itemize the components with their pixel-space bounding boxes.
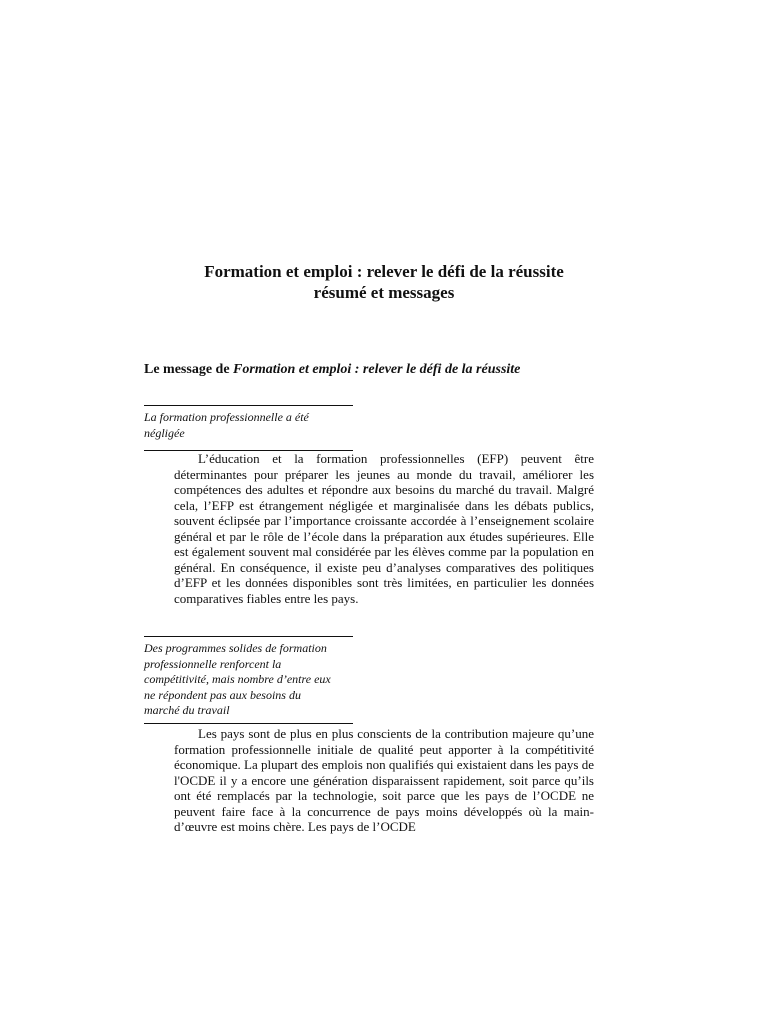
margin-note-line: ne répondent pas aux besoins du: [144, 687, 301, 702]
margin-note-line: négligée: [144, 425, 185, 440]
body-paragraph-1: L’éducation et la formation professionnelles (EFP) peuvent être déterminantes pour préparer les jeunes au monde du travail, améliorer les compétences des adultes et répondre aux besoins du marché du travail. Malgré cela, l’EFP est étrangement négligée et marginalisée dans les débats publics, souvent éclipsée par l’importance croissante accordée à l’enseignement scolaire général et par le rôle de l’école dans la préparation aux études supérieures. Elle est également souvent mal considérée par les élèves comme par la population en général. En conséquence, il existe peu d’analyses comparatives des politiques d’EFP et les données disponibles sont très limitées, en particulier les données comparatives fiables entre les pays.: [174, 451, 594, 606]
margin-note-line: professionnelle renforcent la: [144, 656, 282, 671]
document-title: [0, 261, 768, 303]
margin-note-line: compétitivité, mais nombre d’entre eux: [144, 672, 331, 686]
margin-note-line: La formation professionnelle a été: [144, 410, 309, 424]
margin-note-line: marché du travail: [144, 703, 230, 717]
title-line-1: Formation et emploi : relever le défi de la réussite: [204, 262, 564, 281]
margin-note-line: Des programmes solides de formation: [144, 641, 327, 655]
section-heading: [144, 361, 520, 378]
margin-note-neglected: [144, 405, 353, 451]
margin-note-competitiveness: [144, 636, 353, 724]
section-heading-prefix: Le message de: [144, 362, 234, 377]
body-paragraph-2: Les pays sont de plus en plus conscients de la contribution majeure qu’une formation professionnelle initiale de qualité peut apporter à la compétitivité économique. La plupart des emplois non qualifiés qui existaient dans les pays de l'OCDE il y a encore une génération disparaissent rapidement, soit parce qu’ils ont été remplacés par la technologie, soit parce que les pays de l’OCDE ne peuvent faire face à la concurrence de pays moins développés où la main-d’œuvre est moins chère. Les pays de l’OCDE: [174, 726, 594, 834]
title-line-2: résumé et messages: [313, 283, 455, 302]
section-heading-italic: Formation et emploi : relever le défi de la réussite: [233, 362, 521, 377]
